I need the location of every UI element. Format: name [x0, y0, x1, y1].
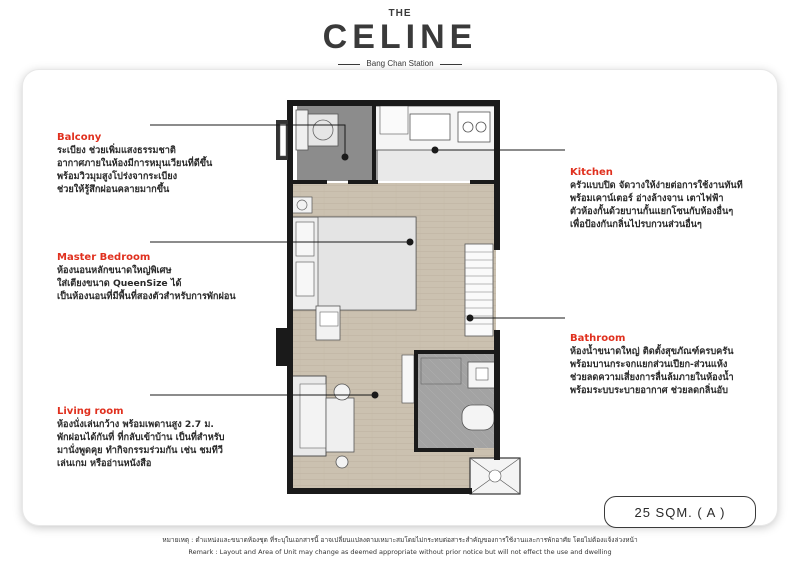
callout-title: Bathroom [570, 333, 626, 344]
callout-desc: ระเบียง ช่วยเพิ่มแสงธรรมชาติ อากาศภายในห้องมีการหมุนเวียนที่ดีขึ้น พร้อมวิวมุมสูงโปร่งจากระเบียง ช่วยให้รู้สึกผ่อนคลายมากขึ้น [57, 145, 213, 195]
logo-divider-right [440, 64, 462, 65]
logo-station: Bang Chan Station [366, 59, 434, 68]
callout-desc: ครัวแบบปิด จัดวางให้ง่ายต่อการใช้งานทันที พร้อมเคาน์เตอร์ อ่างล้างจาน เตาไฟฟ้า ตัวห้องกั้นด้วยบานกั้นแยกโซนกับห้องอื่นๆ เพื่อป้องกันกลิ่นไปรบกวนส่วนอื่นๆ [570, 180, 743, 230]
callout-title: Living room [57, 406, 124, 417]
callout-title: Master Bedroom [57, 252, 151, 263]
unit-size-badge: 25 SQM. ( A ) [604, 496, 756, 528]
callout-desc: ห้องนั่งเล่นกว้าง พร้อมเพดานสูง 2.7 ม. พักผ่อนได้กันที่ ที่กลับเข้าบ้าน เป็นที่สำหรับ มานั่งพูดคุย ทำกิจกรรมร่วมกัน เช่น ชมทีวี เล่นเกม หรืออ่านหนังสือ [57, 419, 225, 469]
footer-remark-en: Remark : Layout and Area of Unit may change as deemed appropriate without prior notice but will not effect the use and dwelling [188, 548, 612, 556]
callout-title: Balcony [57, 132, 102, 143]
callout-balcony [57, 131, 297, 196]
callout-bathroom [570, 332, 775, 397]
callout-kitchen [570, 166, 775, 231]
callout-living-room [57, 405, 297, 470]
footer-remark-th: หมายเหตุ : ตำแหน่งและขนาดห้องชุด ที่ระบุในเอกสารนี้ อาจเปลี่ยนแปลงตามเหมาะสมโดยไม่กระทบต่อสาระสำคัญของการใช้งานและการพักอาศัย โดยไม่ต้องแจ้งล่วงหน้า [162, 536, 638, 544]
callout-title: Kitchen [570, 167, 613, 178]
callout-master-bedroom [57, 251, 292, 303]
callout-desc: ห้องนอนหลักขนาดใหญ่พิเศษ ใส่เตียงขนาด QueenSize ได้ เป็นห้องนอนที่มีพื้นที่สองตัวสำหรับการพักผ่อน [57, 265, 236, 302]
logo-the: THE [388, 8, 412, 19]
callout-desc: ห้องน้ำขนาดใหญ่ ติดตั้งสุขภัณฑ์ครบครัน พร้อมบานกระจกแยกส่วนเปียก-ส่วนแห้ง ช่วยลดความเสี่ยงการลื่นล้มภายในห้องน้ำ พร้อมระบบระบายอากาศ ช่วยลดกลิ่นอับ [570, 346, 734, 396]
logo-name: CELINE [322, 18, 478, 56]
logo [0, 0, 800, 70]
